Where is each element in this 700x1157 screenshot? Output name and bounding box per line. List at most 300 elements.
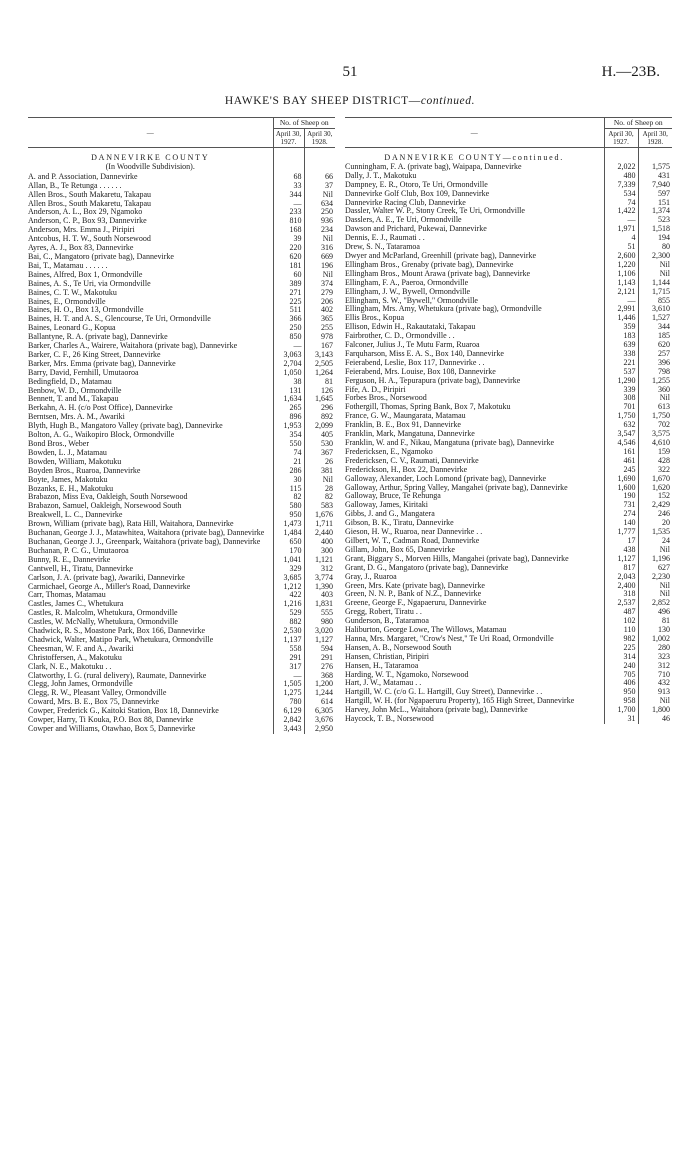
owner-name: Ballantyne, R. A. (private bag), Dannevirke bbox=[28, 332, 168, 342]
owner-name: Christoffersen, A., Makotuku bbox=[28, 652, 122, 662]
sheep-1928: 255 bbox=[304, 324, 335, 333]
sheep-1927: 338 bbox=[604, 350, 638, 359]
owner-name: Bunny, R. E., Dannevirke bbox=[28, 554, 111, 564]
owner-name: Baines, H. T. and A. S., Glencourse, Te Uri, Ormondville bbox=[28, 314, 211, 324]
owner-name: Buchanan, George J. J., Greenpark, Waitahora (private bag), Dannevirke bbox=[28, 536, 261, 546]
sheep-1928: 344 bbox=[638, 323, 672, 332]
sheep-1927: 537 bbox=[604, 368, 638, 377]
sheep-1928: 400 bbox=[304, 538, 335, 547]
sheep-1928: 3,020 bbox=[304, 627, 335, 636]
sheep-1928: 1,390 bbox=[304, 583, 335, 592]
sheep-1928: 428 bbox=[638, 457, 672, 466]
sheep-1928: 1,527 bbox=[638, 314, 672, 323]
sheep-1927: 190 bbox=[604, 492, 638, 501]
sheep-1928: 496 bbox=[638, 608, 672, 617]
sheep-1927: 60 bbox=[273, 271, 304, 280]
sheep-1928: 702 bbox=[638, 421, 672, 430]
sheep-1928: Nil bbox=[638, 582, 672, 591]
sheep-1927: 558 bbox=[273, 645, 304, 654]
sheep-1927: 102 bbox=[604, 617, 638, 626]
owner-name: Barker, Charles A., Wairere, Waitahora (private bag), Dannevirke bbox=[28, 341, 238, 351]
owner-name: Bedingfield, D., Matamau bbox=[28, 376, 112, 386]
sheep-1928: 3,575 bbox=[638, 430, 672, 439]
owner-name: Dassler, Walter W. P., Stony Creek, Te Uri, Ormondville bbox=[345, 206, 525, 216]
owner-name: Gilbert, W. T., Cadman Road, Dannevirke bbox=[345, 535, 480, 545]
sheep-1927: 2,121 bbox=[604, 288, 638, 297]
sheep-1928: 276 bbox=[304, 663, 335, 672]
sheep-1927: 1,290 bbox=[604, 377, 638, 386]
sheep-1927: 958 bbox=[604, 697, 638, 706]
owner-name: Brabazon, Samuel, Oakleigh, Norsewood South bbox=[28, 501, 182, 511]
sheep-1928: 2,505 bbox=[304, 360, 335, 369]
left-column bbox=[28, 117, 335, 734]
sheep-1927: 221 bbox=[604, 359, 638, 368]
sheep-1927: 1,700 bbox=[604, 706, 638, 715]
sheep-1928: 126 bbox=[304, 387, 335, 396]
sheep-1928: 614 bbox=[304, 698, 335, 707]
owner-name: Ellingham Bros., Mount Arawa (private bag), Dannevirke bbox=[345, 268, 531, 278]
sheep-1927: 30 bbox=[273, 476, 304, 485]
sheep-1927: 1,777 bbox=[604, 528, 638, 537]
owner-name: Fredericksen, E., Ngamoko bbox=[345, 446, 433, 456]
owner-name: Brown, William (private bag), Rata Hill, Waitahora, Dannevirke bbox=[28, 519, 234, 529]
sheep-1927: 82 bbox=[273, 493, 304, 502]
sheep-1928: 1,750 bbox=[638, 412, 672, 421]
sheep-1927: 2,537 bbox=[604, 599, 638, 608]
sheep-1928: 2,852 bbox=[638, 599, 672, 608]
owner-name: Berkahn, A. H. (c/o Post Office), Dannevirke bbox=[28, 403, 173, 413]
owner-name: Carr, Thomas, Matamau bbox=[28, 590, 106, 600]
sheep-1928: 279 bbox=[304, 289, 335, 298]
sheep-1928: 1,831 bbox=[304, 600, 335, 609]
sheep-1928: Nil bbox=[638, 590, 672, 599]
sheep-1927: 339 bbox=[604, 386, 638, 395]
sheep-1928: 194 bbox=[638, 234, 672, 243]
owner-name: Hansen, A. B., Norsewood South bbox=[345, 642, 452, 652]
owner-name: Allan, B., Te Retunga . . . . . . bbox=[28, 180, 122, 190]
sheep-1928: 7,940 bbox=[638, 181, 672, 190]
sheep-1928: 2,440 bbox=[304, 529, 335, 538]
owner-name: Dwyer and McParland, Greenhill (private bag), Dannevirke bbox=[345, 250, 537, 260]
sheep-1927: 183 bbox=[604, 332, 638, 341]
sheep-1928: 3,676 bbox=[304, 716, 335, 725]
sheep-1928: 322 bbox=[638, 466, 672, 475]
sheep-1927: 1,484 bbox=[273, 529, 304, 538]
sheep-1927: 220 bbox=[273, 244, 304, 253]
sheep-1927: 1,275 bbox=[273, 689, 304, 698]
owner-name: Gregg, Robert, Tiratu . . bbox=[345, 607, 422, 617]
owner-name: Buchanan, George J. J., Matawhitea, Waitahora (private bag), Dannevirke bbox=[28, 528, 265, 538]
sheep-1928: 530 bbox=[304, 440, 335, 449]
owner-name: Benbow, W. D., Ormondville bbox=[28, 385, 122, 395]
owner-name: Haycock, T. B., Norsewood bbox=[345, 714, 434, 724]
owner-name: Hartgill, W. H. (for Ngapaeruru Property), 165 High Street, Dannevirke bbox=[345, 696, 575, 706]
table-row bbox=[28, 725, 335, 734]
owner-name: Harvey, John McL., Waitahora (private bag), Dannevirke bbox=[345, 705, 528, 715]
owner-name: Baines, Alfred, Box 1, Ormondville bbox=[28, 269, 143, 279]
sheep-1928: Nil bbox=[638, 546, 672, 555]
sheep-1927: 245 bbox=[604, 466, 638, 475]
sheep-1928: 1,127 bbox=[304, 636, 335, 645]
sheep-1927: 1,690 bbox=[604, 475, 638, 484]
owner-name: Hansen, Christian, Piripiri bbox=[345, 651, 429, 661]
sheep-1927: 274 bbox=[604, 510, 638, 519]
sheep-1927: 33 bbox=[273, 182, 304, 191]
sheep-1928: 360 bbox=[638, 386, 672, 395]
sheep-count-header: No. of Sheep on bbox=[604, 118, 672, 129]
sheep-1927: 110 bbox=[604, 626, 638, 635]
page-title bbox=[0, 95, 700, 107]
sheep-1927: 38 bbox=[273, 378, 304, 387]
owner-name: Dasslers, A. E., Te Uri, Ormondville bbox=[345, 215, 462, 225]
sheep-1927: 580 bbox=[273, 502, 304, 511]
sheep-1928: 323 bbox=[638, 653, 672, 662]
sheep-1927: 1,750 bbox=[604, 412, 638, 421]
owner-name: Gray, J., Ruaroa bbox=[345, 571, 397, 581]
sheep-1927: 225 bbox=[273, 298, 304, 307]
owner-name: Clegg, John James, Ormondville bbox=[28, 679, 133, 689]
sheep-1927: 265 bbox=[273, 404, 304, 413]
owner-name: Barker, Mrs. Emma (private bag), Dannevirke bbox=[28, 358, 176, 368]
owner-name: Ellingham Bros., Grenaby (private bag), Dannevirke bbox=[345, 259, 514, 269]
sheep-1927: 950 bbox=[604, 688, 638, 697]
sheep-1927: 632 bbox=[604, 421, 638, 430]
sheep-1927: 2,600 bbox=[604, 252, 638, 261]
owner-name: Bennett, T. and M., Takapau bbox=[28, 394, 119, 404]
sheep-1927: 344 bbox=[273, 191, 304, 200]
sheep-1927: — bbox=[604, 297, 638, 306]
sheep-1927: — bbox=[273, 200, 304, 209]
owner-name: Chadwick, R. S., Moastone Park, Box 166, Dannevirke bbox=[28, 626, 206, 636]
owner-name: Gunderson, B., Tataramoa bbox=[345, 616, 429, 626]
sheep-1927: 354 bbox=[273, 431, 304, 440]
sheep-1927: 2,400 bbox=[604, 582, 638, 591]
sheep-1927: 3,547 bbox=[604, 430, 638, 439]
owner-name: Bolton, A. G., Waikopiro Block, Ormondville bbox=[28, 430, 175, 440]
owner-name: Forbes Bros., Norsewood bbox=[345, 393, 427, 403]
sheep-1928: Nil bbox=[638, 261, 672, 270]
owner-name: Ellingham, S. W., "Bywell," Ormondville bbox=[345, 295, 478, 305]
sheep-1927: 68 bbox=[273, 173, 304, 182]
owner-name: Anderson, C. P., Box 93, Dannevirke bbox=[28, 216, 147, 226]
sheep-1928: 555 bbox=[304, 609, 335, 618]
sheep-1927: 389 bbox=[273, 280, 304, 289]
sheep-1927: 1,971 bbox=[604, 225, 638, 234]
sheep-1927: 140 bbox=[604, 519, 638, 528]
sheep-1927: 1,127 bbox=[604, 555, 638, 564]
sheep-1928: 1,670 bbox=[638, 475, 672, 484]
sheep-1928: Nil bbox=[304, 191, 335, 200]
sheep-1928: 81 bbox=[638, 617, 672, 626]
sheep-1927: 529 bbox=[273, 609, 304, 618]
sheep-1928: 312 bbox=[638, 662, 672, 671]
sheep-1927: 817 bbox=[604, 564, 638, 573]
sheep-1927: 286 bbox=[273, 467, 304, 476]
owner-name: Buchanan, P. C. G., Umutaoroa bbox=[28, 545, 129, 555]
sheep-1927: 701 bbox=[604, 403, 638, 412]
sheep-1928: 1,255 bbox=[638, 377, 672, 386]
sheep-1928: 152 bbox=[638, 492, 672, 501]
owner-name: Galloway, James, Kiritaki bbox=[345, 500, 429, 510]
owner-name: Grant, D. G., Mangatoro (private bag), Dannevirke bbox=[345, 562, 509, 572]
sheep-1927: 3,443 bbox=[273, 725, 304, 734]
owner-name: Ellis Bros., Kopua bbox=[345, 313, 405, 323]
sheep-1927: 1,216 bbox=[273, 600, 304, 609]
sheep-1928: 234 bbox=[304, 226, 335, 235]
owner-name: Bozanks, E. H., Makotuku bbox=[28, 483, 114, 493]
sheep-1927: 705 bbox=[604, 671, 638, 680]
sheep-1927: 291 bbox=[273, 654, 304, 663]
title-suffix: continued. bbox=[420, 95, 476, 107]
owner-name: Bai, T., Matamau . . . . . . bbox=[28, 260, 108, 270]
owner-name: Ellison, Edwin H., Rakautataki, Takapau bbox=[345, 322, 476, 332]
owner-name: Green, N. N. P., Bank of N.Z., Dannevirke bbox=[345, 589, 482, 599]
sheep-1927: 225 bbox=[604, 644, 638, 653]
sheep-1928: 2,300 bbox=[638, 252, 672, 261]
sheep-1928: Nil bbox=[638, 697, 672, 706]
owner-name: Green, Mrs. Kate (private bag), Dannevirke bbox=[345, 580, 485, 590]
sheep-1928: 1,711 bbox=[304, 520, 335, 529]
sheep-1927: 1,422 bbox=[604, 207, 638, 216]
owner-name: Fife, A. D., Piripiri bbox=[345, 384, 406, 394]
sheep-1928: 1,715 bbox=[638, 288, 672, 297]
owner-name: Baines, A. S., Te Uri, via Ormondville bbox=[28, 278, 151, 288]
sheep-1928: 523 bbox=[638, 216, 672, 225]
sheep-1927: 1,050 bbox=[273, 369, 304, 378]
owner-name: Clatworthy, I. G. (rural delivery), Raumate, Dannevirke bbox=[28, 670, 207, 680]
sheep-1927: 250 bbox=[273, 324, 304, 333]
sheep-1928: 1,144 bbox=[638, 279, 672, 288]
sheep-1928: 431 bbox=[638, 172, 672, 181]
sheep-1927: 810 bbox=[273, 217, 304, 226]
owner-name: Greene, George F., Ngapaeruru, Dannevirke bbox=[345, 598, 487, 608]
sheep-1927: 359 bbox=[604, 323, 638, 332]
sheep-1927: 240 bbox=[604, 662, 638, 671]
sheep-1928: 1,518 bbox=[638, 225, 672, 234]
sheep-1927: 317 bbox=[273, 663, 304, 672]
owner-name: Dampney, E. R., Otoro, Te Uri, Ormondville bbox=[345, 179, 488, 189]
owner-name: Clegg, R. W., Pleasant Valley, Ormondville bbox=[28, 688, 167, 698]
owner-name: Harding, W. T., Ngamoko, Norsewood bbox=[345, 669, 469, 679]
owner-name: Baines, H. O., Box 13, Ormondville bbox=[28, 305, 144, 315]
sheep-1928: 634 bbox=[304, 200, 335, 209]
sheep-1927: 896 bbox=[273, 413, 304, 422]
subsection-heading: (In Woodville Subdivision). bbox=[105, 161, 195, 171]
sheep-1927: 2,043 bbox=[604, 573, 638, 582]
sheep-1927: 4,546 bbox=[604, 439, 638, 448]
sheep-1928: 24 bbox=[638, 537, 672, 546]
sheep-1928: 1,645 bbox=[304, 395, 335, 404]
sheep-1928: 432 bbox=[638, 679, 672, 688]
sheep-1927: 366 bbox=[273, 315, 304, 324]
sheep-1928: Nil bbox=[304, 476, 335, 485]
sheep-1928: 627 bbox=[638, 564, 672, 573]
sheep-1927: 233 bbox=[273, 208, 304, 217]
owner-name: Breakwell, L. C., Dannevirke bbox=[28, 510, 123, 520]
sheep-1928: 37 bbox=[304, 182, 335, 191]
owner-name: Bai, C., Mangatoro (private bag), Dannevirke bbox=[28, 251, 174, 261]
sheep-1927: — bbox=[604, 216, 638, 225]
sheep-1928: Nil bbox=[304, 235, 335, 244]
sheep-1927: — bbox=[273, 672, 304, 681]
owner-name: Fothergill, Thomas, Spring Bank, Box 7, Makotuku bbox=[345, 402, 511, 412]
owner-name: Cantwell, H., Tiratu, Dannevirke bbox=[28, 563, 134, 573]
sheep-1927: 2,704 bbox=[273, 360, 304, 369]
sheep-1927: 780 bbox=[273, 698, 304, 707]
right-column bbox=[345, 117, 672, 724]
owner-name: Clark, N. E., Makotuku . . bbox=[28, 661, 112, 671]
sheep-1928: 316 bbox=[304, 244, 335, 253]
sheep-1927: 51 bbox=[604, 243, 638, 252]
sheep-1927: 422 bbox=[273, 591, 304, 600]
sheep-1927: 329 bbox=[273, 565, 304, 574]
sheep-1927: 168 bbox=[273, 226, 304, 235]
sheep-1928: 300 bbox=[304, 547, 335, 556]
name-header: — bbox=[28, 118, 273, 148]
sheep-1927: 2,991 bbox=[604, 305, 638, 314]
owner-name: Gibson, B. K., Tiratu, Dannevirke bbox=[345, 518, 454, 528]
owner-name: Ayres, A. J., Box 83, Dannevirke bbox=[28, 243, 134, 253]
sheep-1928: 980 bbox=[304, 618, 335, 627]
sheep-1928: 365 bbox=[304, 315, 335, 324]
sheep-1928: 368 bbox=[304, 672, 335, 681]
owner-name: Ellingham, Mrs. Amy, Whetukura (private bag), Ormondville bbox=[345, 304, 542, 314]
sheep-1928: 978 bbox=[304, 333, 335, 342]
section-heading: DANNEVIRKE COUNTY bbox=[91, 153, 210, 162]
sheep-1928: 3,143 bbox=[304, 351, 335, 360]
sheep-1927: 3,685 bbox=[273, 574, 304, 583]
sheep-1927: 3,063 bbox=[273, 351, 304, 360]
sheep-1927: 511 bbox=[273, 306, 304, 315]
owner-name: Baines, Leonard G., Kopua bbox=[28, 323, 116, 333]
sheep-1928: 130 bbox=[638, 626, 672, 635]
sheep-1928: 613 bbox=[638, 403, 672, 412]
sheep-1928: 46 bbox=[638, 715, 672, 724]
owner-name: Dennis, E. J., Raumati . . bbox=[345, 233, 425, 243]
section-heading: DANNEVIRKE COUNTY—continued. bbox=[384, 153, 565, 162]
sheep-1927: 438 bbox=[604, 546, 638, 555]
owner-name: Hartgill, W. C. (c/o G. L. Hartgill, Guy Street), Dannevirke . . bbox=[345, 687, 543, 697]
sheep-1927: 170 bbox=[273, 547, 304, 556]
owner-name: Bowden, William, Makotuku bbox=[28, 456, 122, 466]
sheep-1927: 318 bbox=[604, 590, 638, 599]
sheep-1928: Nil bbox=[638, 394, 672, 403]
sheep-1927: 39 bbox=[273, 235, 304, 244]
sheep-1928: 28 bbox=[304, 485, 335, 494]
owner-name: Gieson, H. W., Ruaroa, near Dannevirke . . bbox=[345, 527, 483, 537]
owner-name: Galloway, Arthur, Spring Valley, Mangahei (private bag), Dannevirke bbox=[345, 482, 568, 492]
owner-name: Hanna, Mrs. Margaret, "Crow's Nest," Te Uri Road, Ormondville bbox=[345, 633, 554, 643]
sheep-1928: 1,676 bbox=[304, 511, 335, 520]
owner-name: Galloway, Alexander, Loch Lomond (private bag), Dannevirke bbox=[345, 473, 547, 483]
owner-name: Falconer, Julius J., Te Mutu Farm, Ruaroa bbox=[345, 340, 480, 350]
sheep-1928: 597 bbox=[638, 190, 672, 199]
page-number: 51 bbox=[342, 64, 358, 80]
sheep-1928: 3,610 bbox=[638, 305, 672, 314]
sheep-1928: 913 bbox=[638, 688, 672, 697]
sheep-1927: 1,473 bbox=[273, 520, 304, 529]
sheep-1928: 936 bbox=[304, 217, 335, 226]
sheep-1927: 882 bbox=[273, 618, 304, 627]
owner-name: Carlson, J. A. (private bag), Awariki, Dannevirke bbox=[28, 572, 185, 582]
sheep-1928: 1,575 bbox=[638, 163, 672, 172]
owner-name: Baines, E., Ormondville bbox=[28, 296, 106, 306]
document-code: H.—23B. bbox=[601, 64, 660, 80]
owner-name: Frederickson, H., Box 22, Dannevirke bbox=[345, 464, 468, 474]
sheep-1928: 594 bbox=[304, 645, 335, 654]
sheep-1928: 4,610 bbox=[638, 439, 672, 448]
owner-name: Castles, W. McNally, Whetukura, Ormondville bbox=[28, 617, 178, 627]
sheep-1927: 650 bbox=[273, 538, 304, 547]
sheep-1928: 403 bbox=[304, 591, 335, 600]
sheep-1928: 185 bbox=[638, 332, 672, 341]
owner-name: Ellingham, J. W., Bywell, Ormondville bbox=[345, 286, 471, 296]
right-sheep-table bbox=[345, 117, 672, 724]
owner-name: Feierabend, Mrs. Louise, Box 108, Dannevirke bbox=[345, 366, 496, 376]
owner-name: Boyte, James, Makotuku bbox=[28, 474, 108, 484]
sheep-1928: 246 bbox=[638, 510, 672, 519]
sheep-1928: Nil bbox=[638, 270, 672, 279]
sheep-1928: 2,429 bbox=[638, 501, 672, 510]
sheep-1927: 131 bbox=[273, 387, 304, 396]
sheep-1927: 1,137 bbox=[273, 636, 304, 645]
owner-name: Cheesman, W. F. and A., Awariki bbox=[28, 643, 134, 653]
year-1927-header: April 30, 1927. bbox=[604, 129, 638, 148]
owner-name: Brabazon, Miss Eva, Oakleigh, South Norsewood bbox=[28, 492, 188, 502]
sheep-1927: 17 bbox=[604, 537, 638, 546]
sheep-1927: 550 bbox=[273, 440, 304, 449]
owner-name: Bond Bros., Weber bbox=[28, 439, 89, 448]
sheep-1928: 1,374 bbox=[638, 207, 672, 216]
owner-name: Farquharson, Miss E. A. S., Box 140, Dannevirke bbox=[345, 348, 504, 358]
sheep-1928: 196 bbox=[304, 262, 335, 271]
sheep-1928: 291 bbox=[304, 654, 335, 663]
year-1928-header: April 30, 1928. bbox=[638, 129, 672, 148]
sheep-1928: 81 bbox=[304, 378, 335, 387]
year-1927-header: April 30, 1927. bbox=[273, 129, 304, 148]
sheep-1927: 7,339 bbox=[604, 181, 638, 190]
owner-name: Drew, S. N., Tataramoa bbox=[345, 242, 420, 252]
sheep-1927: 731 bbox=[604, 501, 638, 510]
sheep-1928: 405 bbox=[304, 431, 335, 440]
owner-name: Dally, J. T., Makotuku bbox=[345, 170, 417, 180]
sheep-1928: 1,264 bbox=[304, 369, 335, 378]
sheep-1928: 167 bbox=[304, 342, 335, 351]
sheep-1927: 2,022 bbox=[604, 163, 638, 172]
owner-name: Cowper, Frederick G., Kaitoki Station, Box 18, Dannevirke bbox=[28, 706, 219, 716]
sheep-1928: 1,002 bbox=[638, 635, 672, 644]
sheep-1927: 1,143 bbox=[604, 279, 638, 288]
sheep-1927: 314 bbox=[604, 653, 638, 662]
sheep-1927: 2,530 bbox=[273, 627, 304, 636]
sheep-1927: 74 bbox=[273, 449, 304, 458]
owner-name: Dawson and Prichard, Pukewai, Dannevirke bbox=[345, 224, 487, 234]
owner-name: Bowden, L. J., Matamau bbox=[28, 447, 107, 457]
sheep-1928: 296 bbox=[304, 404, 335, 413]
sheep-1927: 406 bbox=[604, 679, 638, 688]
owner-name: Baines, C. T. W., Makotuku bbox=[28, 287, 117, 297]
year-1928-header: April 30, 1928. bbox=[304, 129, 335, 148]
owner-name: Barker, C. F., 26 King Street, Dannevirke bbox=[28, 349, 161, 359]
owner-name: Ferguson, H. A., Tepurapura (private bag), Dannevirke bbox=[345, 375, 521, 385]
sheep-1927: 639 bbox=[604, 341, 638, 350]
sheep-1927: 982 bbox=[604, 635, 638, 644]
owner-name: Anderson, A. L., Box 29, Ngamoko bbox=[28, 207, 143, 217]
owner-name: Feierabend, Leslie, Box 117, Dannevirke . . bbox=[345, 357, 485, 367]
owner-name: Gibbs, J. and G., Mangatera bbox=[345, 509, 435, 519]
sheep-1928: 1,244 bbox=[304, 689, 335, 698]
sheep-1928: 2,950 bbox=[304, 725, 335, 734]
